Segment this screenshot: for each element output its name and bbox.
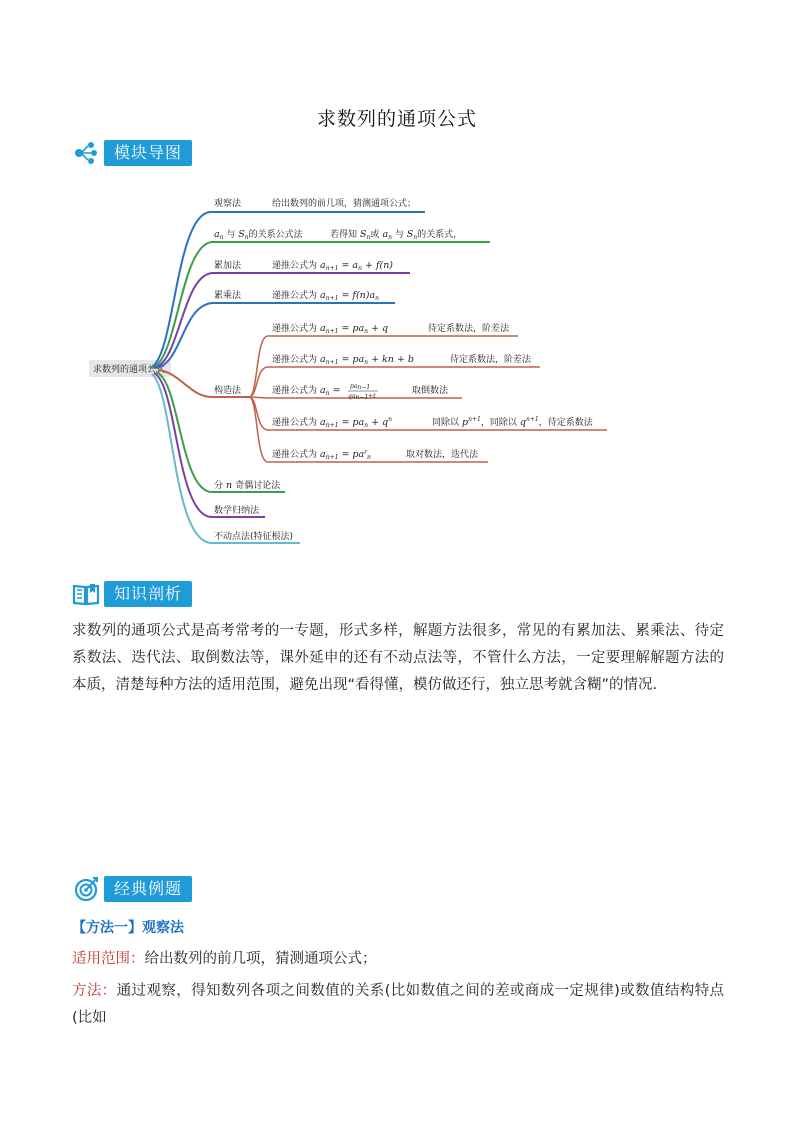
method-text: 通过观察，得知数列各项之间数值的关系(比如数值之间的差或商成一定规律)或数值结构特点(比如 [72,983,724,1026]
section-header-map [72,138,192,168]
target-icon [72,875,100,903]
branch-prod: 累乘法 [214,291,242,301]
construct-item-4-note: 同除以 $p^{n+1}_{,同除以}$ $q^{n+1}_{,待定系数法}$ [432,416,593,428]
branch-an-sn: an 与 Sn的关系公式法 [214,229,303,241]
svg-text:pan−1: pan−1 [350,383,371,391]
construct-item-5: 递推公式为 an+1 = par$_n$ [272,449,371,461]
mindmap-icon [72,139,100,167]
branch-an-sn-label: 的关系公式法 [248,230,303,240]
construct-item-4: 递推公式为 an+1 = pan + $q^n$ [272,416,393,429]
construct-item-2-note: 待定系数法，阶差法 [450,355,532,365]
scope-label: 适用范围： [72,951,145,967]
construct-item-3: 递推公式为 an = [272,385,341,397]
method-one-heading: 【方法一】观察法 [72,920,184,936]
branch-sum-desc: 递推公式为 an+1 = an + f(n) [272,260,394,272]
branch-induction: 数学归纳法 [214,506,260,516]
construct-item-2: 递推公式为 an+1 = pan + kn + b [272,354,415,366]
branch-observe-desc: 给出数列的前几项，猜测通项公式； [272,199,417,209]
method-label: 方法： [72,983,117,999]
svg-text:qan−1+t: qan−1+t [348,393,376,401]
branch-fixed-point: 不动点法(特征根法) [214,532,294,542]
analysis-paragraph: 求数列的通项公式是高考常考的一专题，形式多样，解题方法很多，常见的有累加法、累乘法、待定系数法、迭代法、取倒数法等，课外延申的还有不动点法等，不管什么方法，一定要理解解题方法的本质，清楚每种方法的适用范围，避免出现“看得懂，模仿做还行，独立思考就含糊”的情况. [72,623,724,693]
construct-item-5-note: 取对数法，迭代法 [406,450,479,460]
method-one-scope [72,946,724,973]
branch-an-sn-desc: 若得知 Sn或 an 与 Sn的关系式， [330,229,463,241]
section-title-map: 模块导图 [104,140,192,166]
branch-construct: 构造法 [214,386,242,396]
page-title: 求数列的通项公式 [316,108,477,130]
mindmap-root: 求数列的通项公式 [93,365,166,375]
section-header-analysis [72,579,192,609]
branch-prod-desc: 递推公式为 an+1 = f(n)an [272,290,380,302]
construct-item-1: 递推公式为 an+1 = pan + q [272,323,389,335]
construct-item-3-note: 取倒数法 [412,386,449,396]
mindmap [0,185,794,555]
section-header-examples [72,874,192,904]
branch-observe: 观察法 [214,199,242,209]
method-one-method [72,978,724,1032]
construct-item-1-note: 待定系数法，阶差法 [428,324,510,334]
section-title-examples: 经典例题 [104,876,192,902]
section-title-analysis: 知识剖析 [104,581,192,607]
branch-parity: 分 n 奇偶讨论法 [214,480,281,491]
scope-text: 给出数列的前几项，猜测通项公式； [144,951,377,967]
open-book-icon [72,580,100,608]
branch-sum: 累加法 [214,261,242,271]
